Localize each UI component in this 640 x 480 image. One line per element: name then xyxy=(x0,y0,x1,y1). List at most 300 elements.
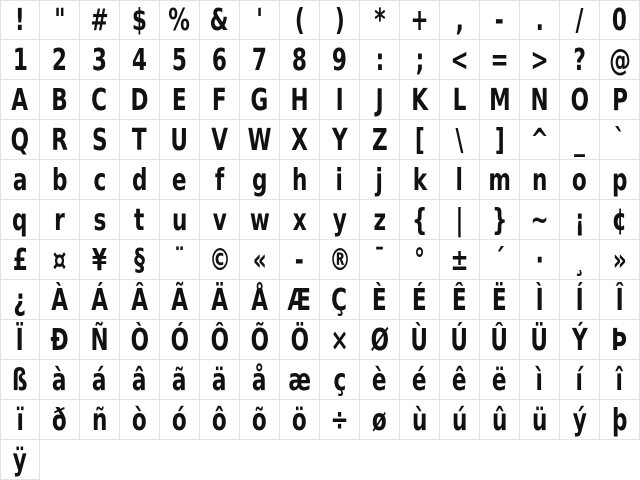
glyph-cell xyxy=(560,320,600,360)
glyph-cell xyxy=(480,320,520,360)
glyph-cell xyxy=(120,280,160,320)
glyph-cell xyxy=(0,440,40,480)
glyph: ! xyxy=(15,3,25,38)
glyph: Ú xyxy=(450,323,469,358)
glyph-cell xyxy=(480,200,520,240)
glyph-cell xyxy=(560,120,600,160)
glyph: l xyxy=(455,163,464,198)
glyph: î xyxy=(615,363,624,398)
glyph-cell xyxy=(400,360,440,400)
glyph-cell xyxy=(600,320,640,360)
glyph: d xyxy=(131,163,148,198)
glyph: ë xyxy=(492,363,507,398)
glyph: ó xyxy=(172,403,187,438)
glyph-cell xyxy=(40,80,80,120)
glyph: ð xyxy=(52,403,67,438)
glyph: ï xyxy=(16,403,24,438)
glyph-cell xyxy=(40,240,80,280)
glyph: ) xyxy=(334,3,345,38)
glyph-cell xyxy=(280,320,320,360)
glyph-cell xyxy=(240,80,280,120)
glyph-cell xyxy=(200,240,240,280)
glyph-cell xyxy=(120,40,160,80)
glyph: r xyxy=(54,203,65,238)
glyph-cell xyxy=(80,40,120,80)
glyph-cell xyxy=(280,360,320,400)
glyph-cell xyxy=(240,240,280,280)
glyph: Õ xyxy=(250,323,269,358)
glyph-cell xyxy=(440,400,480,440)
glyph-cell xyxy=(360,80,400,120)
glyph: Ö xyxy=(290,323,309,358)
glyph-cell xyxy=(400,240,440,280)
glyph: ø xyxy=(372,403,387,438)
glyph-cell xyxy=(400,80,440,120)
glyph: 4 xyxy=(131,43,148,78)
glyph: õ xyxy=(252,403,267,438)
glyph-cell xyxy=(200,160,240,200)
glyph: ¥ xyxy=(91,243,108,278)
glyph-cell xyxy=(560,40,600,80)
glyph-cell xyxy=(560,0,600,40)
glyph: R xyxy=(51,123,68,158)
glyph: Ô xyxy=(210,323,229,358)
glyph-cell xyxy=(480,280,520,320)
glyph: · xyxy=(535,243,544,278)
glyph: ® xyxy=(328,243,351,278)
glyph-cell xyxy=(280,80,320,120)
glyph: N xyxy=(530,83,549,118)
glyph-cell xyxy=(600,400,640,440)
glyph: Ð xyxy=(50,323,69,358)
glyph: ± xyxy=(450,243,469,278)
glyph-cell xyxy=(280,240,320,280)
glyph-cell xyxy=(320,80,360,120)
glyph: â xyxy=(132,363,147,398)
glyph-cell xyxy=(120,120,160,160)
glyph: e xyxy=(172,163,187,198)
glyph: ? xyxy=(573,43,586,78)
glyph-cell xyxy=(480,40,520,80)
glyph: È xyxy=(372,283,387,318)
glyph: i xyxy=(335,163,344,198)
glyph: . xyxy=(535,3,544,38)
glyph-cell xyxy=(600,40,640,80)
glyph-cell xyxy=(200,280,240,320)
glyph: ¤ xyxy=(52,243,67,278)
glyph: ¢ xyxy=(611,203,628,238)
glyph-cell xyxy=(480,160,520,200)
glyph: D xyxy=(130,83,149,118)
glyph: + xyxy=(410,3,429,38)
glyph: \ xyxy=(455,123,464,158)
glyph-cell xyxy=(600,120,640,160)
glyph: ô xyxy=(212,403,227,438)
glyph-cell xyxy=(320,240,360,280)
glyph-cell xyxy=(120,0,160,40)
glyph-cell xyxy=(360,280,400,320)
glyph: ~ xyxy=(530,203,549,238)
glyph-cell xyxy=(40,40,80,80)
glyph-cell xyxy=(280,120,320,160)
glyph-cell xyxy=(80,320,120,360)
glyph: y xyxy=(332,203,347,238)
glyph-cell xyxy=(360,0,400,40)
glyph-cell xyxy=(480,120,520,160)
glyph: ; xyxy=(415,43,424,78)
glyph-cell xyxy=(160,240,200,280)
glyph: U xyxy=(170,123,189,158)
glyph-cell xyxy=(520,200,560,240)
glyph: Ë xyxy=(492,283,507,318)
glyph: À xyxy=(51,283,68,318)
glyph: ÷ xyxy=(330,403,349,438)
glyph: × xyxy=(330,323,349,358)
glyph: © xyxy=(208,243,231,278)
glyph-cell xyxy=(440,200,480,240)
glyph-cell xyxy=(0,120,40,160)
glyph-cell xyxy=(0,240,40,280)
glyph: m xyxy=(488,163,511,198)
glyph-cell xyxy=(120,240,160,280)
glyph: ´ xyxy=(494,243,505,278)
glyph: Å xyxy=(251,283,268,318)
glyph: Ê xyxy=(452,283,467,318)
glyph: Ò xyxy=(130,323,149,358)
glyph-cell xyxy=(520,320,560,360)
glyph: [ xyxy=(414,123,425,158)
glyph: 6 xyxy=(211,43,228,78)
glyph-cell xyxy=(440,120,480,160)
glyph: ü xyxy=(531,403,548,438)
glyph-cell xyxy=(80,120,120,160)
glyph: c xyxy=(93,163,106,198)
glyph: ] xyxy=(494,123,505,158)
glyph-cell xyxy=(240,400,280,440)
glyph: ñ xyxy=(91,403,108,438)
glyph-cell xyxy=(200,320,240,360)
glyph: 2 xyxy=(51,43,68,78)
glyph: þ xyxy=(611,403,628,438)
glyph-cell xyxy=(280,40,320,80)
glyph: { xyxy=(411,203,428,238)
glyph: ' xyxy=(256,3,263,38)
glyph: Â xyxy=(131,283,148,318)
glyph: ° xyxy=(414,243,425,278)
glyph: a xyxy=(12,163,28,198)
glyph-cell xyxy=(160,80,200,120)
glyph-cell xyxy=(160,120,200,160)
glyph: q xyxy=(12,203,28,238)
glyph: / xyxy=(575,3,584,38)
glyph: v xyxy=(212,203,227,238)
glyph: ò xyxy=(132,403,147,438)
glyph-cell xyxy=(440,320,480,360)
glyph: Ä xyxy=(211,283,228,318)
glyph: M xyxy=(488,83,511,118)
glyph-cell xyxy=(520,160,560,200)
glyph-cell xyxy=(200,360,240,400)
glyph: o xyxy=(572,163,587,198)
glyph-cell xyxy=(480,80,520,120)
glyph: % xyxy=(168,3,191,38)
glyph: g xyxy=(251,163,268,198)
glyph: « xyxy=(252,243,267,278)
glyph: ^ xyxy=(530,123,549,158)
glyph: K xyxy=(411,83,428,118)
glyph-cell xyxy=(240,0,280,40)
glyph-cell xyxy=(80,200,120,240)
glyph-cell xyxy=(0,40,40,80)
glyph: S xyxy=(91,123,108,158)
glyph-cell xyxy=(400,200,440,240)
glyph-cell xyxy=(600,160,640,200)
glyph-cell xyxy=(360,120,400,160)
glyph-cell xyxy=(480,0,520,40)
glyph: b xyxy=(51,163,68,198)
glyph: n xyxy=(531,163,548,198)
glyph: ö xyxy=(292,403,307,438)
glyph-cell xyxy=(360,240,400,280)
glyph: $ xyxy=(131,3,148,38)
glyph-cell xyxy=(120,360,160,400)
glyph-cell xyxy=(160,0,200,40)
glyph-cell xyxy=(120,320,160,360)
glyph: § xyxy=(134,243,145,278)
glyph: I xyxy=(335,83,344,118)
glyph-cell xyxy=(120,160,160,200)
glyph-cell xyxy=(440,0,480,40)
glyph: Ü xyxy=(530,323,549,358)
glyph: Á xyxy=(91,283,108,318)
glyph-cell xyxy=(200,40,240,80)
glyph: » xyxy=(612,243,627,278)
glyph-cell xyxy=(400,0,440,40)
glyph: > xyxy=(530,43,549,78)
glyph-cell xyxy=(160,320,200,360)
glyph: è xyxy=(372,363,387,398)
glyph: Q xyxy=(10,123,30,158)
glyph-cell xyxy=(160,40,200,80)
glyph-cell xyxy=(40,360,80,400)
glyph: ( xyxy=(294,3,305,38)
glyph-cell xyxy=(40,400,80,440)
glyph: å xyxy=(252,363,267,398)
glyph-cell xyxy=(160,280,200,320)
glyph-cell xyxy=(360,200,400,240)
glyph: @ xyxy=(608,43,631,78)
glyph: z xyxy=(373,203,386,238)
glyph-cell xyxy=(560,160,600,200)
glyph-cell xyxy=(280,400,320,440)
glyph-cell xyxy=(80,160,120,200)
glyph: á xyxy=(92,363,107,398)
glyph: 0 xyxy=(611,3,628,38)
glyph: Þ xyxy=(611,323,628,358)
glyph: J xyxy=(375,83,384,118)
glyph: & xyxy=(210,3,229,38)
glyph-cell xyxy=(160,200,200,240)
glyph-cell xyxy=(320,360,360,400)
glyph: < xyxy=(450,43,469,78)
glyph-cell xyxy=(0,200,40,240)
glyph: u xyxy=(171,203,188,238)
glyph: ` xyxy=(614,123,625,158)
glyph: : xyxy=(375,43,384,78)
glyph-cell xyxy=(200,120,240,160)
glyph-cell xyxy=(520,360,560,400)
glyph: p xyxy=(611,163,628,198)
glyph-cell xyxy=(200,200,240,240)
glyph: æ xyxy=(288,363,311,398)
glyph: 3 xyxy=(91,43,108,78)
glyph-cell xyxy=(320,0,360,40)
glyph: 7 xyxy=(251,43,268,78)
glyph-cell xyxy=(40,320,80,360)
glyph-cell xyxy=(0,280,40,320)
glyph: ì xyxy=(535,363,544,398)
glyph: B xyxy=(51,83,68,118)
glyph-cell xyxy=(560,240,600,280)
glyph: E xyxy=(172,83,187,118)
glyph: x xyxy=(292,203,307,238)
glyph: s xyxy=(93,203,106,238)
glyph-cell xyxy=(600,80,640,120)
glyph-cell xyxy=(600,240,640,280)
glyph: 8 xyxy=(291,43,308,78)
glyph-cell xyxy=(40,0,80,40)
glyph: - xyxy=(295,243,304,278)
glyph: ã xyxy=(172,363,187,398)
glyph-cell xyxy=(520,240,560,280)
glyph-cell xyxy=(520,40,560,80)
glyph-cell xyxy=(40,120,80,160)
glyph-cell xyxy=(600,0,640,40)
glyph-cell xyxy=(40,200,80,240)
glyph: é xyxy=(412,363,427,398)
glyph: # xyxy=(90,3,109,38)
glyph-cell xyxy=(240,160,280,200)
glyph: ¡ xyxy=(574,203,585,238)
glyph-cell xyxy=(320,280,360,320)
glyph-cell xyxy=(80,240,120,280)
glyph: Æ xyxy=(287,283,312,318)
glyph: ¯ xyxy=(374,243,385,278)
glyph-cell xyxy=(480,240,520,280)
glyph-cell xyxy=(120,80,160,120)
glyph: X xyxy=(291,123,308,158)
glyph-cell xyxy=(240,200,280,240)
glyph-cell xyxy=(240,320,280,360)
glyph: k xyxy=(412,163,427,198)
glyph: Ì xyxy=(535,283,544,318)
glyph: Z xyxy=(371,123,388,158)
glyph: " xyxy=(53,3,66,38)
glyph-cell xyxy=(520,80,560,120)
glyph-cell xyxy=(360,400,400,440)
glyph: Ç xyxy=(331,283,348,318)
glyph-cell xyxy=(320,120,360,160)
glyph-cell xyxy=(200,0,240,40)
glyph: Ø xyxy=(370,323,389,358)
glyph-cell xyxy=(520,0,560,40)
glyph-cell xyxy=(80,0,120,40)
glyph-cell xyxy=(320,200,360,240)
glyph-cell xyxy=(560,360,600,400)
glyph-cell xyxy=(440,160,480,200)
glyph-cell xyxy=(80,80,120,120)
glyph: h xyxy=(291,163,308,198)
glyph: £ xyxy=(12,243,28,278)
glyph: ú xyxy=(451,403,468,438)
glyph-cell xyxy=(560,80,600,120)
glyph-cell xyxy=(400,280,440,320)
glyph-cell xyxy=(240,280,280,320)
glyph-cell xyxy=(200,80,240,120)
glyph-cell xyxy=(440,80,480,120)
glyph: - xyxy=(495,3,504,38)
glyph: W xyxy=(247,123,272,158)
glyph-cell xyxy=(40,280,80,320)
glyph: Ý xyxy=(571,323,588,358)
glyph: _ xyxy=(574,123,585,158)
glyph: û xyxy=(491,403,508,438)
glyph-cell xyxy=(600,360,640,400)
glyph-cell xyxy=(480,360,520,400)
glyph-cell xyxy=(560,280,600,320)
glyph: C xyxy=(91,83,108,118)
glyph: 1 xyxy=(12,43,28,78)
glyph: ß xyxy=(12,363,28,398)
glyph: Í xyxy=(575,283,584,318)
glyph: V xyxy=(211,123,228,158)
glyph: | xyxy=(455,203,464,238)
glyph: Ó xyxy=(170,323,189,358)
glyph: Ù xyxy=(410,323,429,358)
glyph-cell xyxy=(320,40,360,80)
glyph: Û xyxy=(490,323,509,358)
glyph-cell xyxy=(0,80,40,120)
glyph: * xyxy=(373,3,386,38)
glyph-cell xyxy=(280,200,320,240)
glyph-cell xyxy=(240,40,280,80)
glyph-cell xyxy=(240,360,280,400)
glyph-cell xyxy=(600,280,640,320)
glyph-cell xyxy=(0,160,40,200)
glyph-cell xyxy=(440,360,480,400)
glyph-cell xyxy=(80,360,120,400)
glyph: w xyxy=(249,203,270,238)
glyph-cell xyxy=(560,400,600,440)
glyph: , xyxy=(455,3,464,38)
glyph-cell xyxy=(0,400,40,440)
glyph: ÿ xyxy=(12,443,28,478)
glyph-cell xyxy=(320,160,360,200)
glyph-cell xyxy=(440,240,480,280)
glyph: 9 xyxy=(331,43,348,78)
glyph-cell xyxy=(160,160,200,200)
glyph-cell xyxy=(400,160,440,200)
glyph-cell xyxy=(320,320,360,360)
glyph: ä xyxy=(212,363,227,398)
glyph: ý xyxy=(572,403,587,438)
glyph: T xyxy=(132,123,147,158)
glyph-cell xyxy=(200,400,240,440)
glyph: Î xyxy=(615,283,624,318)
glyph: à xyxy=(52,363,67,398)
glyph: = xyxy=(490,43,509,78)
glyph: P xyxy=(611,83,628,118)
